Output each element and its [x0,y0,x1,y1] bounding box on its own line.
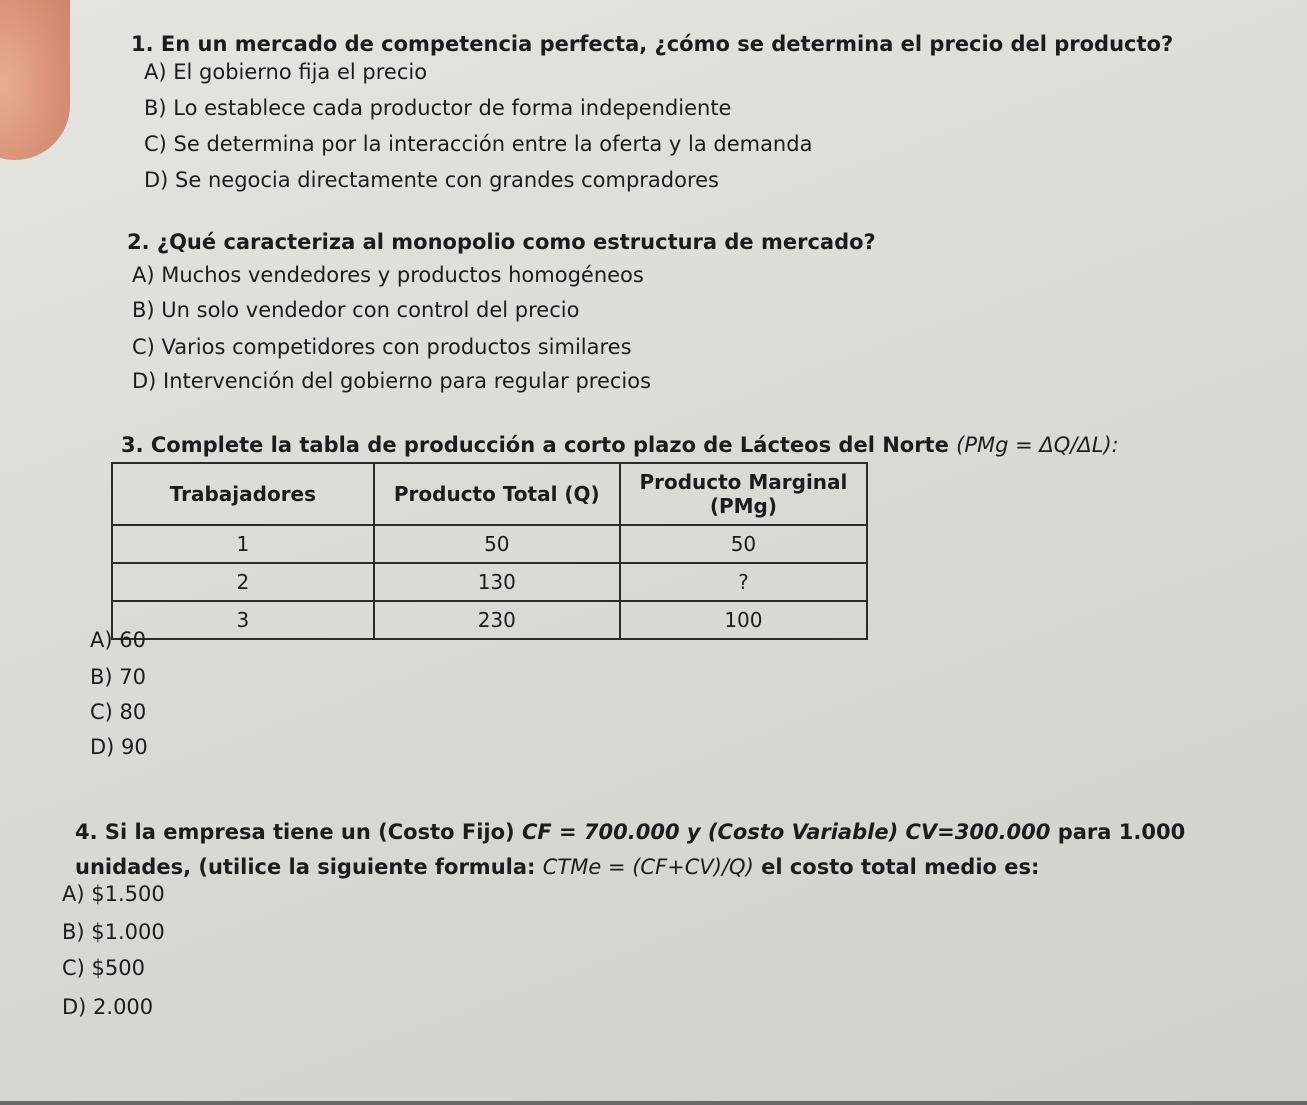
table-row [112,525,867,563]
q4-option-c[interactable]: C) $500 [62,956,145,980]
cell-producto-total: 130 [374,563,620,601]
question-1-title: 1. En un mercado de competencia perfecta, ¿cómo se determina el precio del producto? [131,32,1174,56]
q4-line1-text: 4. Si la empresa tiene un (Costo Fijo) [75,820,522,844]
header-producto-total: Producto Total (Q) [374,463,620,525]
question-3-title [121,435,1119,456]
q3-option-b[interactable]: B) 70 [90,665,146,689]
q3-option-a[interactable]: A) 60 [90,628,146,652]
q4-line2-text: unidades, (utilice la siguiente formula: [75,855,543,879]
table-header-row [112,463,867,525]
q1-option-a[interactable]: A) El gobierno fija el precio [144,60,428,84]
header-producto-marginal: Producto Marginal (PMg) [620,463,867,525]
cell-trabajadores: 1 [112,525,374,563]
table-row [112,563,867,601]
q4-option-b[interactable]: B) $1.000 [62,920,165,944]
q4-line1-end: para 1.000 [1050,820,1186,844]
cell-trabajadores: 2 [112,563,374,601]
cell-producto-marginal[interactable]: ? [620,563,867,601]
q2-option-d[interactable]: D) Intervención del gobierno para regular precios [132,369,652,393]
q2-option-c[interactable]: C) Varios competidores con productos similares [132,335,632,359]
cell-trabajadores: 3 [112,601,374,639]
page-edge-line [0,1101,1307,1105]
q2-option-b[interactable]: B) Un solo vendedor con control del precio [132,298,580,322]
q4-option-a[interactable]: A) $1.500 [62,882,165,906]
cell-producto-total: 230 [374,601,620,639]
table-row [112,601,867,639]
question-4-line-1 [75,822,1185,843]
production-table [111,462,868,640]
q1-option-b[interactable]: B) Lo establece cada productor de forma independiente [144,96,732,120]
q3-option-c[interactable]: C) 80 [90,700,147,724]
q4-line2-end: el costo total medio es: [753,855,1040,879]
q1-option-c[interactable]: C) Se determina por la interacción entre la oferta y la demanda [144,132,813,156]
cell-producto-total: 50 [374,525,620,563]
question-2-title: 2. ¿Qué caracteriza al monopolio como estructura de mercado? [127,230,876,254]
q2-option-a[interactable]: A) Muchos vendedores y productos homogéneos [132,263,644,287]
q1-option-d[interactable]: D) Se negocia directamente con grandes compradores [144,168,719,192]
q3-option-d[interactable]: D) 90 [90,735,148,759]
question-4-line-2 [75,857,1039,878]
q4-line1-formula: CF = 700.000 y (Costo Variable) CV=300.000 [521,820,1051,844]
q4-line2-formula: CTMe = (CF+CV)/Q) [542,855,754,879]
question-3-text: 3. Complete la tabla de producción a corto plazo de Lácteos del Norte [121,433,949,457]
cell-producto-marginal: 100 [620,601,867,639]
cell-producto-marginal: 50 [620,525,867,563]
q4-option-d[interactable]: D) 2.000 [62,995,154,1019]
finger-edge [0,0,70,160]
header-trabajadores: Trabajadores [112,463,374,525]
question-3-formula: (PMg = ΔQ/ΔL): [956,433,1119,457]
